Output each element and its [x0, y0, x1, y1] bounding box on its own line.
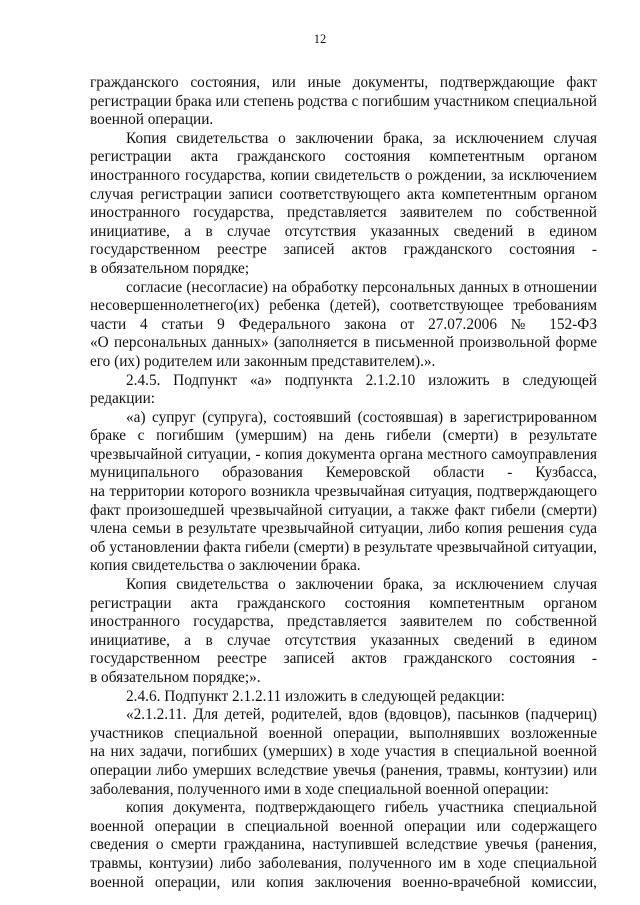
- text-line: согласие (несогласие) на обработку персональных данных в отношении: [126, 278, 597, 296]
- text-line: инициативе, а в случае отсутствия указанных сведений в едином: [90, 222, 597, 240]
- text-line: копия свидетельства о заключении брака.: [90, 557, 361, 575]
- text-line: факт произошедшей чрезвычайной ситуации, а также факт гибели (смерти): [90, 501, 597, 519]
- text-line: Копия свидетельства о заключении брака, за исключением случая: [126, 576, 597, 594]
- text-line: в обязательном порядке;: [90, 259, 250, 277]
- text-line: государственном реестре записей актов гражданского состояния -: [90, 241, 597, 259]
- text-line: 2.4.5. Подпункт «а» подпункта 2.1.2.10 изложить в следующей: [126, 371, 597, 389]
- text-line: военной операции, или копия заключения военно-врачебной комиссии,: [90, 873, 597, 891]
- text-line: несовершеннолетнего(их) ребенка (детей), соответствующее требованиям: [90, 297, 597, 315]
- text-line: члена семьи в результате чрезвычайной ситуации, либо копия решения суда: [90, 520, 597, 538]
- text-line: на территории которого возникла чрезвычайная ситуация, подтверждающего: [90, 483, 597, 501]
- text-line: «а) супруг (супруга), состоявший (состоявшая) в зарегистрированном: [126, 408, 597, 426]
- text-line: военной операции.: [90, 111, 214, 129]
- text-line: травмы, контузии) либо заболевания, полученного им в ходе специальной: [90, 854, 597, 872]
- text-line: иностранного государства, представляется заявителем по собственной: [90, 613, 597, 631]
- text-line: государственном реестре записей актов гражданского состояния -: [90, 650, 597, 668]
- text-line: регистрации акта гражданского состояния компетентным органом: [90, 148, 597, 166]
- text-line: регистрации брака или степень родства с погибшим участником специальной: [90, 92, 597, 110]
- text-line: гражданского состояния, или иные документы, подтверждающие факт: [90, 74, 597, 91]
- text-line: «О персональных данных» (заполняется в письменной произвольной форме: [90, 334, 597, 352]
- text-line: его (их) родителем или законным представителем).».: [90, 352, 436, 370]
- text-line: 2.4.6. Подпункт 2.1.2.11 изложить в следующей редакции:: [126, 687, 505, 705]
- text-line: Копия свидетельства о заключении брака, за исключением случая: [126, 129, 597, 147]
- text-line: инициативе, а в случае отсутствия указанных сведений в едином: [90, 631, 597, 649]
- text-line: части 4 статьи 9 Федерального закона от 27.07.2006 № 152-ФЗ: [90, 315, 597, 333]
- text-line: браке с погибшим (умершим) на день гибели (смерти) в результате: [90, 427, 597, 445]
- text-line: редакции:: [90, 390, 156, 408]
- text-line: об установлении факта гибели (смерти) в результате чрезвычайной ситуации,: [90, 538, 597, 556]
- document-body: [90, 74, 597, 892]
- text-line: военной операции в специальной военной операции или содержащего: [90, 817, 597, 835]
- text-line: операции либо умерших вследствие увечья (ранения, травмы, контузии) или: [90, 761, 597, 779]
- text-line: чрезвычайной ситуации, - копия документа органа местного самоуправления: [90, 445, 597, 463]
- text-line: регистрации акта гражданского состояния компетентным органом: [90, 594, 597, 612]
- page-number: 12: [313, 32, 327, 46]
- text-line: муниципального образования Кемеровской области - Кузбасса,: [90, 464, 597, 482]
- text-line: на них задачи, погибших (умерших) в ходе участия в специальной военной: [90, 743, 597, 761]
- text-line: в обязательном порядке;».: [90, 669, 261, 686]
- text-line: иностранного государства, представляется заявителем по собственной: [90, 204, 597, 222]
- text-line: случая регистрации записи соответствующего акта компетентным органом: [90, 185, 597, 203]
- text-line: «2.1.2.11. Для детей, родителей, вдов (вдовцов), пасынков (падчериц): [126, 706, 597, 724]
- text-line: иностранного государства, копии свидетельств о рождении, за исключением: [90, 166, 597, 184]
- text-line: участников специальной военной операции, выполнявших возложенные: [90, 724, 597, 742]
- text-line: заболевания, полученного ими в ходе специальной военной операции:: [90, 780, 549, 798]
- text-line: сведения о смерти гражданина, наступившей вследствие увечья (ранения,: [90, 836, 597, 854]
- text-line: копия документа, подтверждающего гибель участника специальной: [126, 799, 597, 817]
